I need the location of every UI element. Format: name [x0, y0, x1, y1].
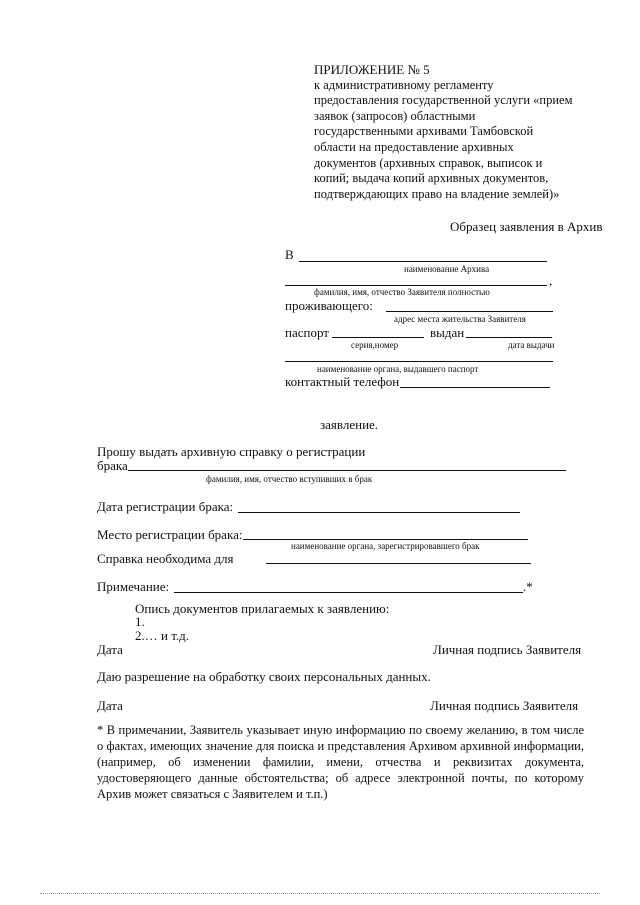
address-field[interactable] [386, 311, 553, 312]
reg-organ-caption: наименование органа, зарегистрировавшего брак [291, 541, 480, 551]
inventory-item-1: 1. [135, 614, 145, 629]
appendix-line: копий; выдача копий архивных документов, [314, 171, 549, 186]
request-line-2: брака [97, 458, 128, 473]
issue-date-caption: дата выдачи [508, 340, 555, 350]
appendix-line: документов (архивных справок, выписок и [314, 155, 543, 170]
comma: , [549, 273, 553, 288]
purpose-label: Справка необходима для [97, 551, 234, 566]
marriage-names-field[interactable] [128, 470, 566, 471]
inventory-item-2: 2.… и т.д. [135, 628, 190, 643]
inventory-label: Опись документов прилагаемых к заявлению: [135, 601, 390, 616]
applicant-fio-field[interactable] [285, 285, 547, 286]
to-prefix: В [285, 247, 294, 262]
request-line-1: Прошу выдать архивную справку о регистрации [97, 444, 366, 459]
passport-organ-field[interactable] [285, 361, 553, 362]
footnote: * В примечании, Заявитель указывает иную информацию по своему желанию, в том числе о фактах, имеющих значение для поиска и представления Архивом архивной информации, (например, об изменении фамилии, имени, отчества и реквизитах документа, удостоверяющего данные обстоятельства; об адресе электронной почты, по которому Архив может связаться с Заявителем и т.п.) [97, 723, 584, 801]
note-field[interactable] [174, 592, 523, 593]
appendix-block [314, 62, 614, 202]
appendix-line: области на предоставление архивных [314, 139, 514, 154]
organ-caption: наименование органа, выдавшего паспорт [317, 364, 479, 374]
purpose-field[interactable] [266, 563, 531, 564]
appendix-line: заявок (запросов) областными [314, 108, 476, 123]
residing-label: проживающего: [285, 298, 373, 313]
scan-edge-line [40, 893, 600, 894]
address-caption: адрес места жительства Заявителя [394, 314, 526, 324]
note-label: Примечание: [97, 579, 170, 594]
series-caption: серия,номер [351, 340, 399, 350]
sample-label: Образец заявления в Архив [450, 219, 603, 234]
reg-place-field[interactable] [243, 539, 528, 540]
reg-date-field[interactable] [238, 512, 520, 513]
passport-series-field[interactable] [332, 337, 424, 338]
appendix-line: к административному регламенту [314, 77, 494, 92]
archive-caption: наименование Архива [404, 264, 490, 274]
signature-label-1: Личная подпись Заявителя [433, 642, 582, 657]
passport-label: паспорт [285, 325, 329, 340]
appendix-line: подтверждающих право на владение землей)» [314, 186, 560, 201]
date-label-2: Дата [97, 698, 123, 713]
consent-text: Даю разрешение на обработку своих персональных данных. [97, 669, 431, 684]
doc-title: заявление. [320, 417, 379, 432]
marriage-caption: фамилия, имя, отчество вступивших в брак [206, 474, 373, 484]
appendix-line: предоставления государственной услуги «прием [314, 93, 573, 108]
archive-name-field[interactable] [299, 261, 547, 262]
date-label-1: Дата [97, 642, 123, 657]
phone-field[interactable] [400, 387, 550, 388]
issued-label: выдан [430, 325, 465, 340]
reg-place-label: Место регистрации брака: [97, 527, 243, 542]
appendix-title: ПРИЛОЖЕНИЕ № 5 [314, 62, 430, 77]
issue-date-field[interactable] [466, 337, 552, 338]
note-mark: .* [523, 579, 533, 594]
reg-date-label: Дата регистрации брака: [97, 499, 234, 514]
signature-label-2: Личная подпись Заявителя [430, 698, 579, 713]
fio-caption: фамилия, имя, отчество Заявителя полностью [314, 287, 490, 297]
appendix-line: государственными архивами Тамбовской [314, 124, 534, 139]
phone-label: контактный телефон [285, 374, 400, 389]
